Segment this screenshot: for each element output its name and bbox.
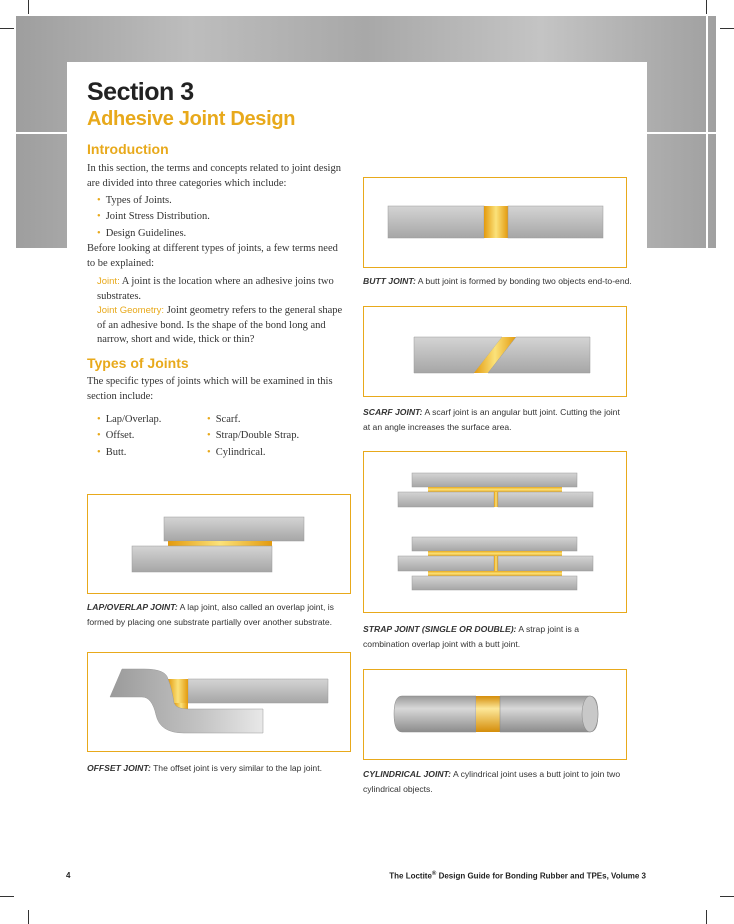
geometry-definition: Joint Geometry: Joint geometry refers to the general shape of an adhesive bond. Is the shape of the bond long and narrow, short and wide, thick or thin?	[97, 305, 343, 345]
crop-mark	[720, 896, 734, 897]
joint-definition: Joint: A joint is the location where an adhesive joins two substrates.	[97, 276, 334, 302]
cylindrical-joint-figure	[363, 669, 627, 760]
crop-mark	[706, 0, 707, 14]
scarf-joint-figure	[363, 306, 627, 397]
guide-title: The Loctite® Design Guide for Bonding Rubber and TPEs, Volume 3	[389, 871, 646, 881]
strap-joint-diagram	[364, 452, 626, 612]
list-item: • Offset.	[97, 430, 135, 441]
list-item: • Cylindrical.	[207, 447, 266, 458]
cylindrical-joint-diagram	[364, 670, 626, 759]
scarf-caption: SCARF JOINT: A scarf joint is an angular butt joint. Cutting the joint at an angle increases the surface area.	[363, 407, 620, 432]
butt-joint-diagram	[364, 178, 626, 267]
crop-mark	[706, 910, 707, 924]
lap-caption: LAP/OVERLAP JOINT: A lap joint, also called an overlap joint, is formed by placing one substrate partially over another substrate.	[87, 602, 334, 627]
list-item: • Lap/Overlap.	[97, 414, 162, 425]
section-title: Adhesive Joint Design	[87, 108, 296, 130]
strap-joint-figure	[363, 451, 627, 613]
types-heading: Types of Joints	[87, 355, 189, 371]
lap-joint-figure	[87, 494, 351, 594]
lap-joint-diagram	[88, 495, 350, 593]
introduction-heading: Introduction	[87, 141, 169, 157]
list-item: • Scarf.	[207, 414, 241, 425]
offset-joint-figure	[87, 652, 351, 752]
offset-joint-diagram	[88, 653, 350, 751]
crop-mark	[28, 0, 29, 14]
butt-caption: BUTT JOINT: A butt joint is formed by bonding two objects end-to-end.	[363, 276, 632, 286]
list-item: • Strap/Double Strap.	[207, 430, 300, 441]
offset-caption: OFFSET JOINT: The offset joint is very similar to the lap joint.	[87, 763, 322, 773]
banner-divider	[706, 16, 708, 248]
intro-paragraph: In this section, the terms and concepts related to joint design are divided into three categories which include:	[87, 163, 341, 189]
list-item: • Types of Joints.	[97, 195, 172, 206]
crop-mark	[0, 896, 14, 897]
scarf-joint-diagram	[364, 307, 626, 396]
terms-intro: Before looking at different types of joints, a few terms need to be explained:	[87, 243, 338, 269]
crop-mark	[720, 28, 734, 29]
types-paragraph: The specific types of joints which will be examined in this section include:	[87, 376, 333, 402]
page-number: 4	[66, 871, 71, 880]
list-item: • Design Guidelines.	[97, 228, 187, 239]
crop-mark	[0, 28, 14, 29]
section-label: Section 3	[87, 78, 194, 106]
list-item: • Butt.	[97, 447, 127, 458]
geometry-term: Joint Geometry:	[97, 305, 165, 316]
joint-term: Joint:	[97, 276, 120, 287]
crop-mark	[28, 910, 29, 924]
list-item: • Joint Stress Distribution.	[97, 211, 210, 222]
butt-joint-figure	[363, 177, 627, 268]
cylindrical-caption: CYLINDRICAL JOINT: A cylindrical joint uses a butt joint to join two cylindrical objects.	[363, 769, 621, 794]
strap-caption: STRAP JOINT (SINGLE OR DOUBLE): A strap joint is a combination overlap joint with a butt joint.	[363, 624, 580, 649]
